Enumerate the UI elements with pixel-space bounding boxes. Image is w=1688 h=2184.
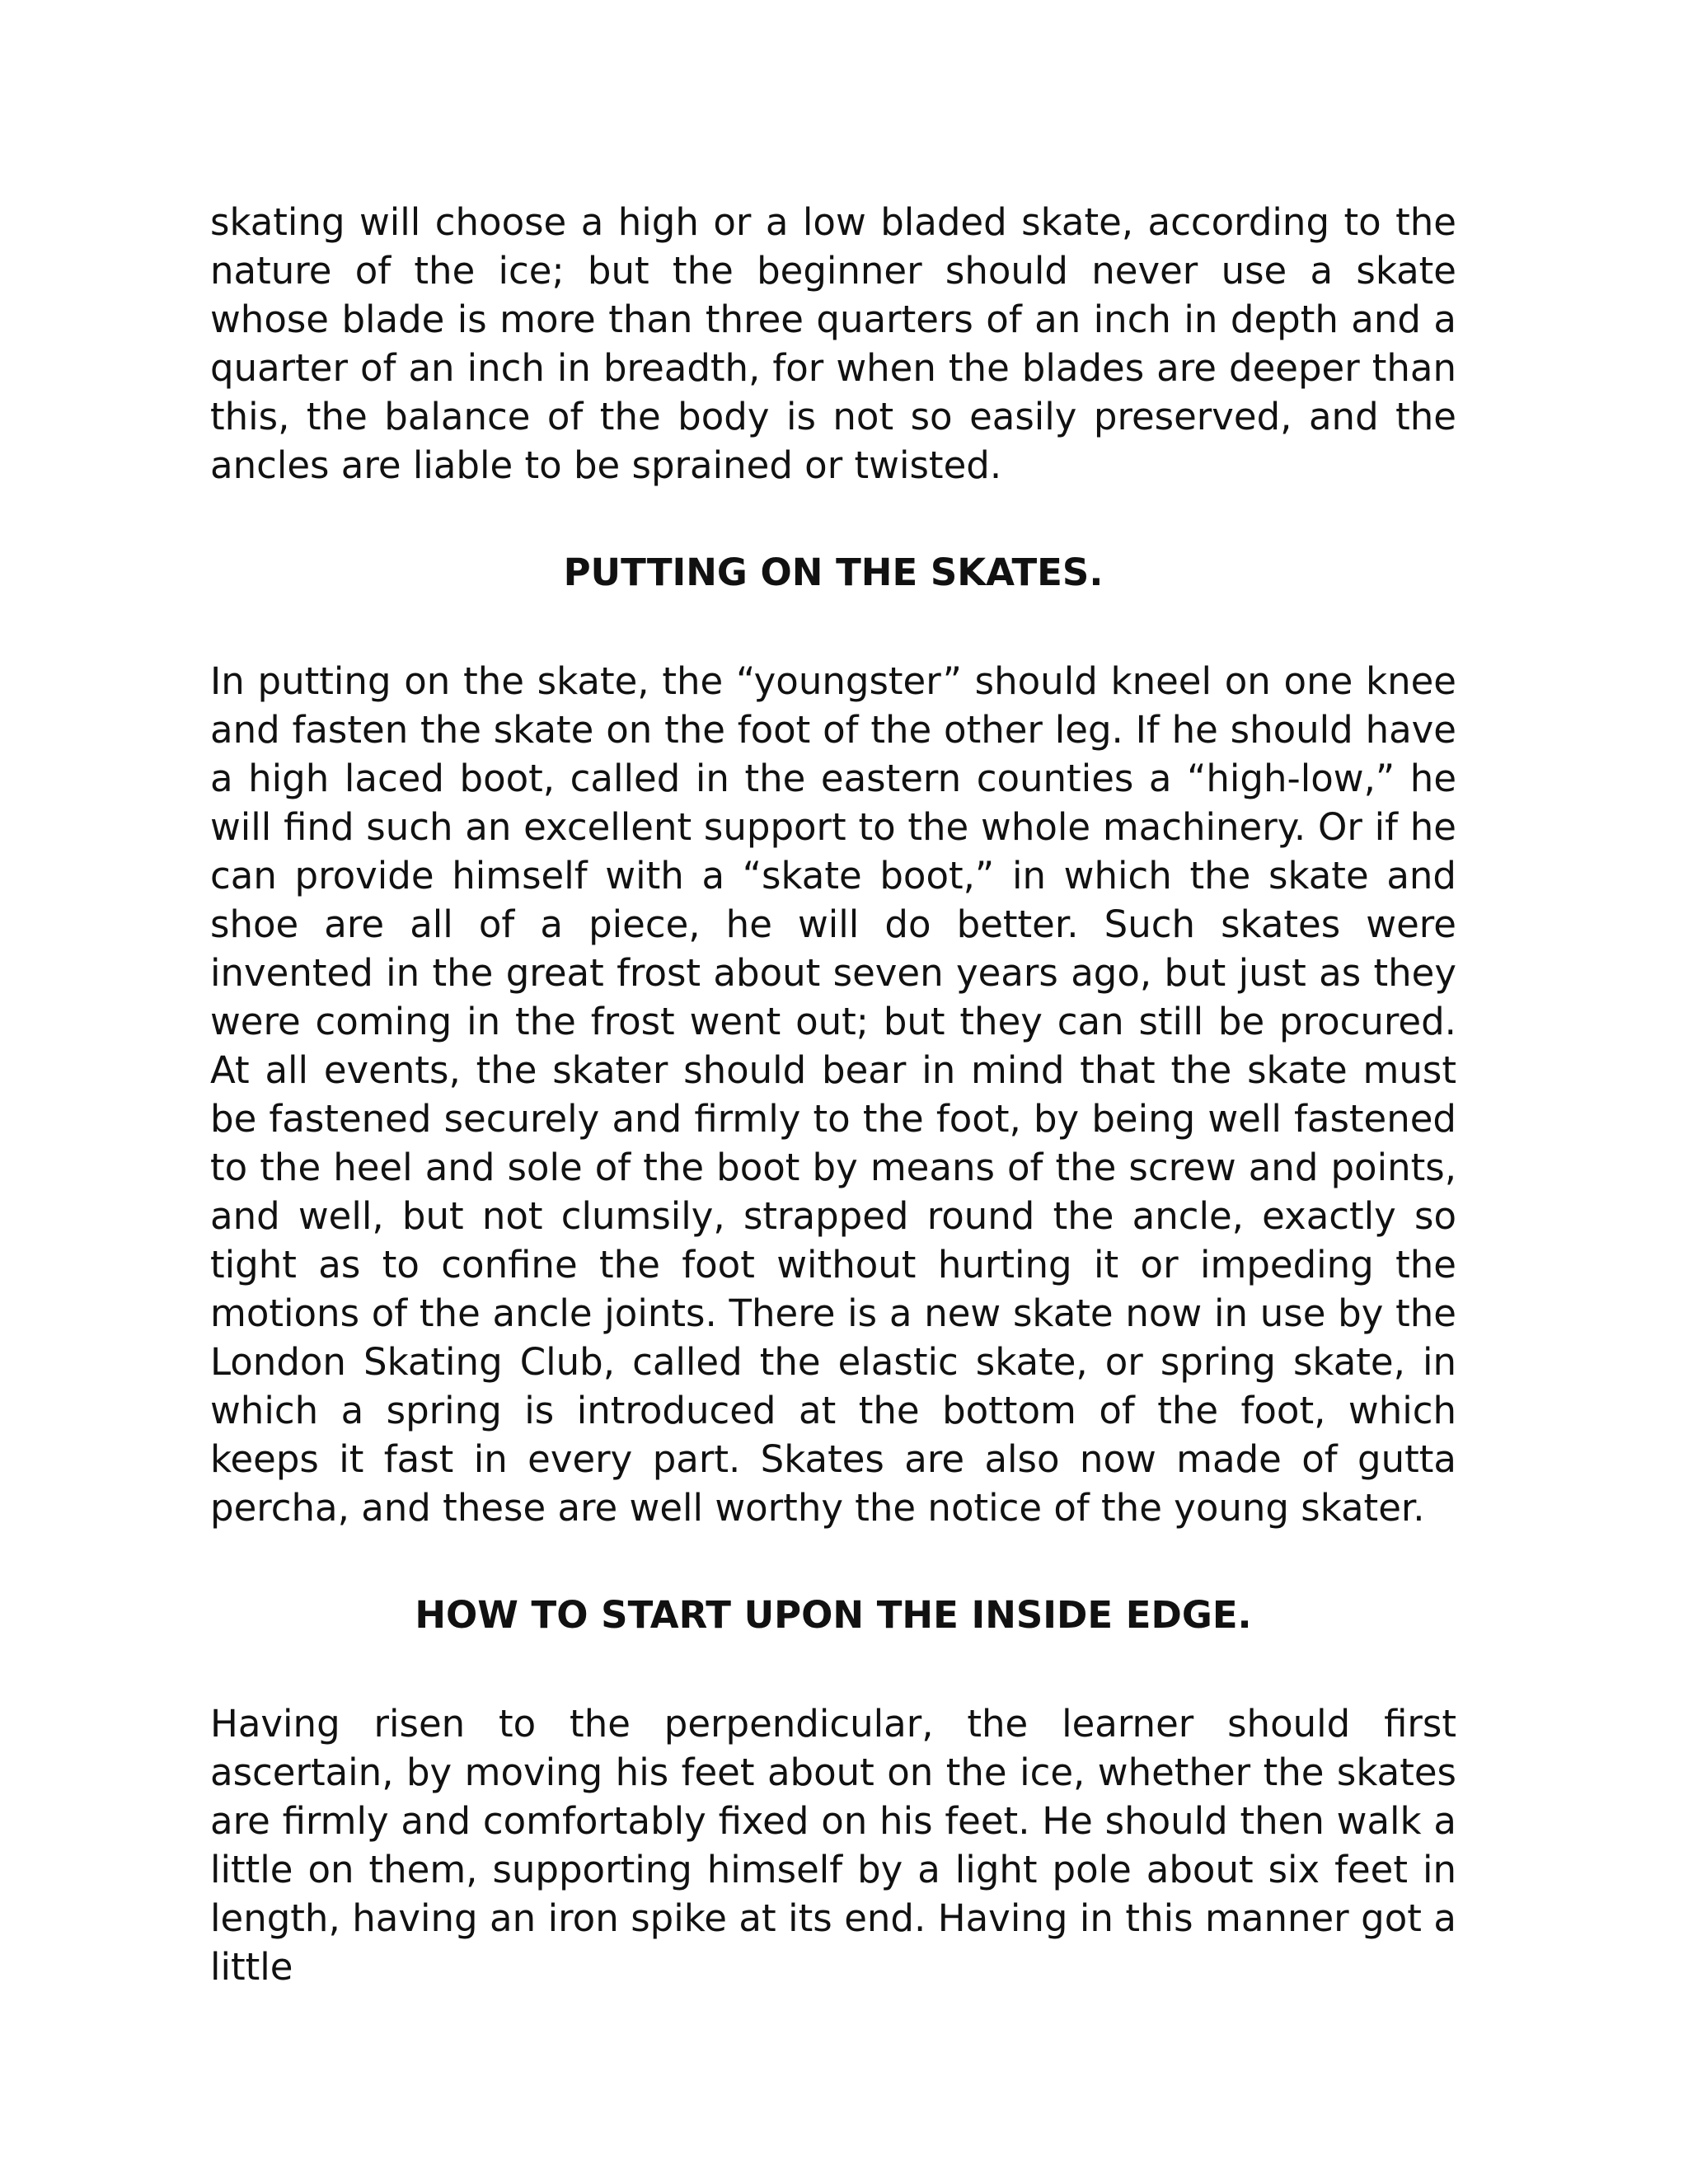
document-body xyxy=(210,198,1456,1991)
heading-inside-edge: HOW TO START UPON THE INSIDE EDGE. xyxy=(415,1593,1252,1637)
heading-putting-on-skates: PUTTING ON THE SKATES. xyxy=(563,551,1104,594)
paragraph-inside-edge: Having risen to the perpendicular, the learner should first ascertain, by moving his feet about on the ice, whether the skates are firmly and comfortably fixed on his feet. He should then walk a little on them, supporting himself by a light pole about six feet in length, having an iron spike at its end. Having in this manner got a little xyxy=(210,1702,1456,1989)
paragraph-putting-on-skates: In putting on the skate, the “youngster” should kneel on one knee and fasten the skate on the foot of the other leg. If he should have a high laced boot, called in the eastern counties a “high-low,” he will find such an excellent support to the whole machinery. Or if he can provide himself with a “skate boot,” in which the skate and shoe are all of a piece, he will do better. Such skates were invented in the great frost about seven years ago, but just as they were coming in the frost went out; but they can still be procured. At all events, the skater should bear in mind that the skate must be fastened securely and firmly to the foot, by being well fastened to the heel and sole of the boot by means of the screw and points, and well, but not clumsily, strapped round the ancle, exactly so tight as to confine the foot without hurting it or impeding the motions of the ancle joints. There is a new skate now in use by the London Skating Club, called the elastic skate, or spring skate, in which a spring is introduced at the bottom of the foot, which keeps it fast in every part. Skates are also now made of gutta percha, and these are well worthy the notice of the young skater. xyxy=(210,659,1456,1530)
paragraph-skate-choice: skating will choose a high or a low bladed skate, according to the nature of the ice; but the beginner should never use a skate whose blade is more than three quarters of an inch in depth and a quarter of an inch in breadth, for when the blades are deeper than this, the balance of the body is not so easily preserved, and the ancles are liable to be sprained or twisted. xyxy=(210,200,1456,487)
